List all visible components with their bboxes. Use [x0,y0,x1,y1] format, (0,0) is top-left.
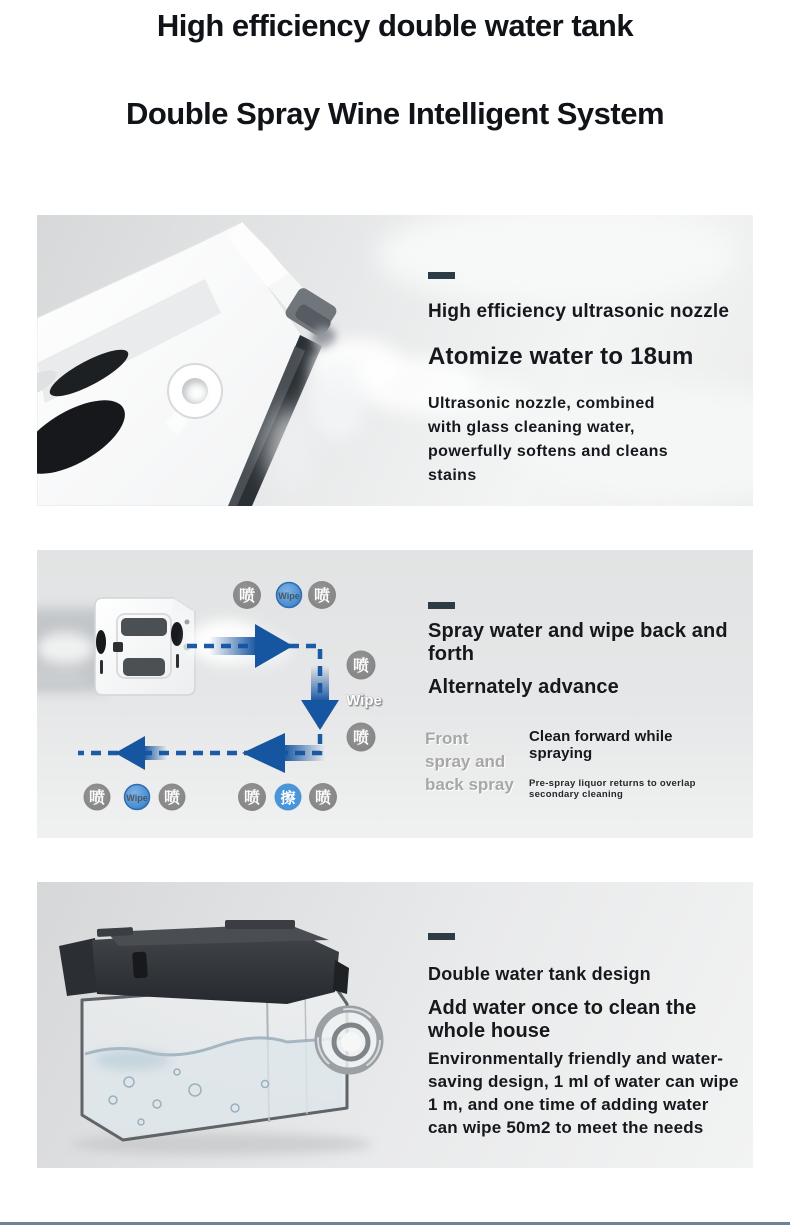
section-subheading: Atomize water to 18um [428,343,694,370]
section-body-text: Ultrasonic nozzle, combined with glass cleaning water, powerfully softens and cleans stains [428,395,669,484]
filler-ring [316,1007,382,1073]
spray-badge: 喷 [88,790,106,807]
badge-row-top [233,581,336,609]
section-dash [428,272,455,279]
arrow-left-far [115,736,145,770]
pre-spray-note: Pre-spray liquor returns to overlap secondary cleaning [529,778,696,800]
arrow-tail-left-far [143,746,167,760]
section-dash [428,933,455,940]
arrow-down [301,700,339,730]
spray-badge: 喷 [352,658,370,675]
spray-badge: 喷 [352,730,370,747]
section-subheading: Alternately advance [428,676,619,698]
section-heading: Double water tank design [428,964,651,984]
clean-forward-label: Clean forward while spraying [529,728,673,762]
spray-badge: 喷 [314,790,332,807]
section-heading: Spray water and wipe back and forth [428,620,728,666]
section-body-text: Environmentally friendly and water-saving design, 1 ml of water can wipe 1 m, and one time of adding water can wipe 50m2 to meet the needs [428,1049,739,1137]
spray-badge: 喷 [243,790,261,807]
arrow-tail-left-mid [283,745,325,761]
bottom-divider [0,1222,790,1225]
wipe-badge: Wipe [126,793,148,803]
section-heading: High efficiency ultrasonic nozzle [428,301,730,322]
arrow-tail-right [209,637,257,655]
clean-label-column [517,728,740,800]
tank-lid [59,920,349,1004]
section-water-tank [37,882,753,1168]
badge-column-right [346,651,382,752]
wipe-label: Wipe [346,692,382,709]
spray-labels-row [425,728,740,800]
arrow-left-mid [242,733,285,773]
section-spray-wipe [37,550,753,838]
section-ultrasonic-nozzle [37,215,753,506]
page-subtitle: Double Spray Wine Intelligent System [125,96,665,131]
spray-badge: 喷 [163,790,181,807]
front-spray-label: Front spray and back spray [425,729,514,794]
water-splash [94,1050,170,1070]
page-title: High efficiency double water tank [156,8,634,43]
wipe-cn-badge: 擦 [280,790,296,807]
badge-row-bottom-center [238,783,337,811]
background-cloud [377,215,737,305]
spray-badge: 喷 [313,588,331,605]
badge-row-bottom-left [84,784,186,811]
robot-top-view [95,598,195,695]
tank-glass-body [82,982,347,1140]
spray-badge: 喷 [238,588,256,605]
section-dash [428,602,455,609]
arrow-tail-down [311,666,329,702]
wipe-badge: Wipe [278,591,300,601]
section-subheading: Add water once to clean the whole house [428,997,697,1043]
mist-puff [37,632,95,664]
